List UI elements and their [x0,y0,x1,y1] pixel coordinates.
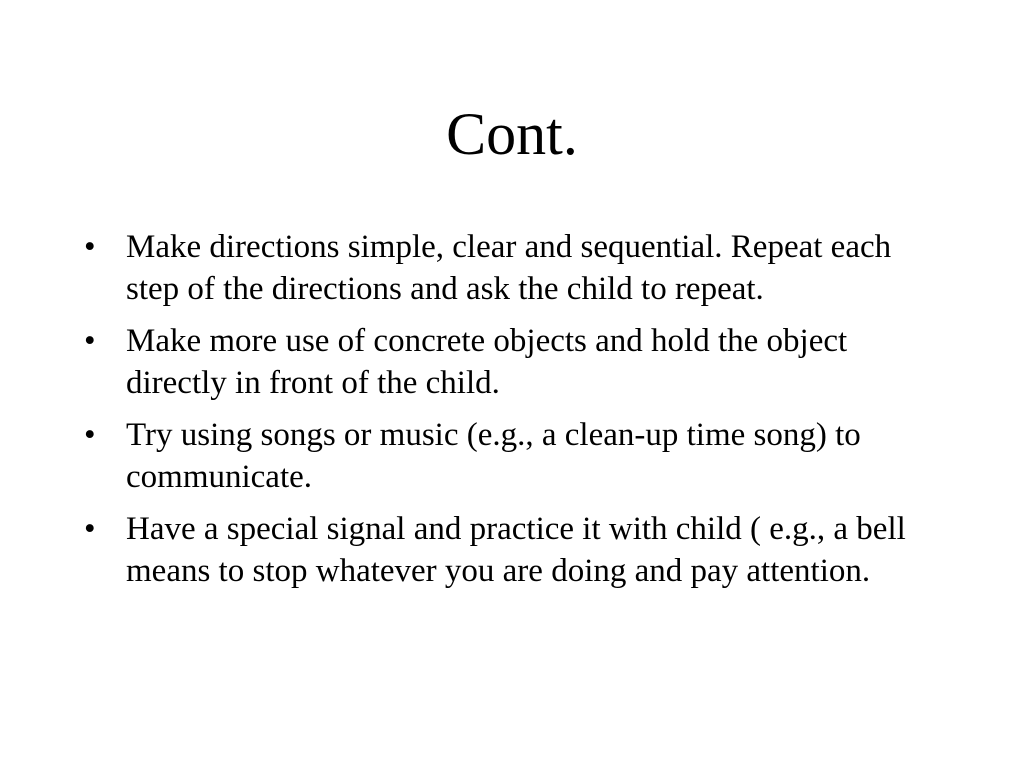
bullet-text: Make more use of concrete objects and hold the object directly in front of the child. [126,323,848,401]
bullet-item [84,320,924,404]
slide-title: Cont. [446,101,578,167]
bullet-marker: • [84,511,96,547]
bullet-text: Make directions simple, clear and sequential. Repeat each step of the directions and ask the child to repeat. [126,229,892,307]
bullet-item [84,226,924,310]
bullet-marker: • [84,417,96,453]
bullet-marker: • [84,229,96,265]
bullet-item [84,414,924,498]
bullet-list [84,226,924,592]
bullet-text: Have a special signal and practice it with child ( e.g., a bell means to stop whatever you are doing and pay attention. [126,511,906,589]
bullet-item [84,508,924,592]
bullet-text: Try using songs or music (e.g., a clean-up time song) to communicate. [126,417,861,495]
bullet-marker: • [84,323,96,359]
